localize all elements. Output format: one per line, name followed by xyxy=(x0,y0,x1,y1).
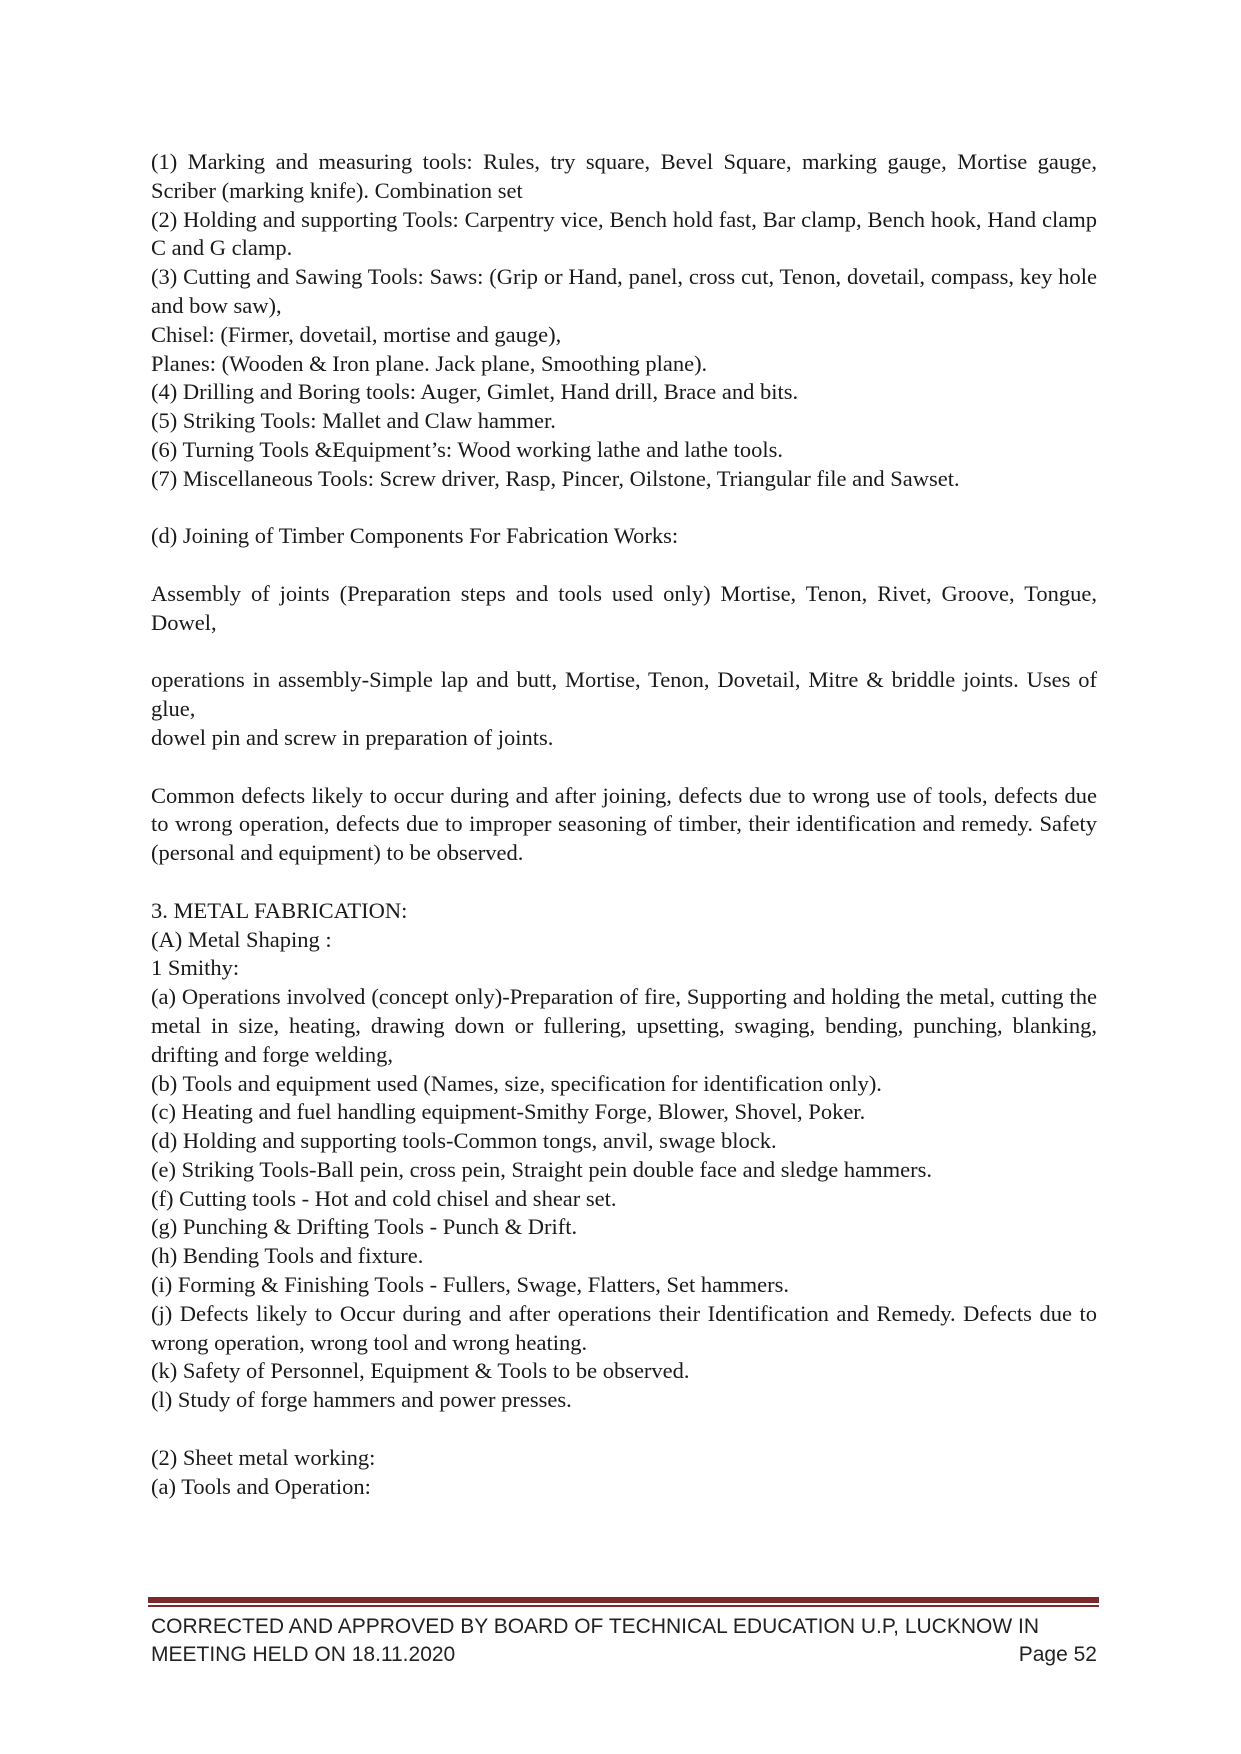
page-number: Page 52 xyxy=(1018,1643,1097,1666)
paragraph: (g) Punching & Drifting Tools - Punch & Drift. xyxy=(151,1214,578,1240)
paragraph: (6) Turning Tools &Equipment’s: Wood working lathe and lathe tools. xyxy=(151,436,784,462)
spacer xyxy=(151,1415,1097,1444)
paragraph: (4) Drilling and Boring tools: Auger, Gimlet, Hand drill, Brace and bits. xyxy=(151,379,799,405)
section-heading: (d) Joining of Timber Components For Fabrication Works: xyxy=(151,523,679,549)
paragraph: Planes: (Wooden & Iron plane. Jack plane, Smoothing plane). xyxy=(151,350,708,376)
paragraph: (h) Bending Tools and fixture. xyxy=(151,1243,424,1269)
paragraph: (d) Holding and supporting tools-Common tongs, anvil, swage block. xyxy=(151,1128,777,1154)
paragraph: (i) Forming & Finishing Tools - Fullers, Swage, Flatters, Set hammers. xyxy=(151,1272,789,1298)
footer-line-2: MEETING HELD ON 18.11.2020 xyxy=(151,1643,456,1666)
paragraph: operations in assembly-Simple lap and butt, Mortise, Tenon, Dovetail, Mitre & briddle joints. Uses of glue, xyxy=(151,667,1097,722)
page-body xyxy=(151,148,1097,1501)
subsection-heading: (2) Sheet metal working: xyxy=(151,1444,376,1470)
paragraph: (e) Striking Tools-Ball pein, cross pein, Straight pein double face and sledge hammers. xyxy=(151,1156,932,1182)
paragraph: (a) Operations involved (concept only)-Preparation of fire, Supporting and holding the metal, cutting the metal in size, heating, drawing down or fullering, upsetting, swaging, bending, punching, blanking, drifting and forge welding, xyxy=(151,984,1097,1067)
paragraph: dowel pin and screw in preparation of joints. xyxy=(151,724,554,750)
paragraph: Assembly of joints (Preparation steps and tools used only) Mortise, Tenon, Rivet, Groove, Tongue, Dowel, xyxy=(151,580,1097,635)
spacer xyxy=(151,494,1097,523)
footer-divider-thick xyxy=(148,1597,1099,1603)
footer-line-2-row xyxy=(151,1641,1097,1669)
subsection-heading: (A) Metal Shaping : xyxy=(151,926,332,952)
paragraph: (j) Defects likely to Occur during and after operations their Identification and Remedy. Defects due to wrong operation, wrong tool and wrong heating. xyxy=(151,1300,1097,1355)
page-footer xyxy=(151,1613,1097,1669)
paragraph: (b) Tools and equipment used (Names, size, specification for identification only). xyxy=(151,1070,882,1096)
paragraph: Common defects likely to occur during and after joining, defects due to wrong use of tools, defects due to wrong operation, defects due to improper seasoning of timber, their identification and remedy. Safety (personal and equipment) to be observed. xyxy=(151,782,1097,866)
paragraph: (a) Tools and Operation: xyxy=(151,1473,371,1499)
spacer xyxy=(151,638,1097,667)
footer-divider-thin xyxy=(148,1605,1099,1607)
paragraph: (5) Striking Tools: Mallet and Claw hammer. xyxy=(151,408,556,434)
paragraph: Chisel: (Firmer, dovetail, mortise and gauge), xyxy=(151,321,562,347)
spacer xyxy=(151,551,1097,580)
paragraph: (f) Cutting tools - Hot and cold chisel and shear set. xyxy=(151,1185,617,1211)
spacer xyxy=(151,753,1097,782)
paragraph: (7) Miscellaneous Tools: Screw driver, Rasp, Pincer, Oilstone, Triangular file and Sawset. xyxy=(151,465,960,491)
section-heading: 3. METAL FABRICATION: xyxy=(151,897,408,923)
paragraph: (3) Cutting and Sawing Tools: Saws: (Grip or Hand, panel, cross cut, Tenon, dovetail, compass, key hole and bow saw), xyxy=(151,264,1097,318)
footer-line-1: CORRECTED AND APPROVED BY BOARD OF TECHNICAL EDUCATION U.P, LUCKNOW IN xyxy=(151,1615,1039,1638)
paragraph: (c) Heating and fuel handling equipment-Smithy Forge, Blower, Shovel, Poker. xyxy=(151,1099,866,1125)
paragraph: (1) Marking and measuring tools: Rules, try square, Bevel Square, marking gauge, Mortise gauge, Scriber (marking knife). Combination set xyxy=(151,149,1097,203)
spacer xyxy=(151,868,1097,897)
subsection-heading: 1 Smithy: xyxy=(151,955,240,981)
paragraph: (l) Study of forge hammers and power presses. xyxy=(151,1387,572,1413)
paragraph: (k) Safety of Personnel, Equipment & Tools to be observed. xyxy=(151,1358,690,1384)
paragraph: (2) Holding and supporting Tools: Carpentry vice, Bench hold fast, Bar clamp, Bench hook, Hand clamp C and G clamp. xyxy=(151,206,1097,261)
